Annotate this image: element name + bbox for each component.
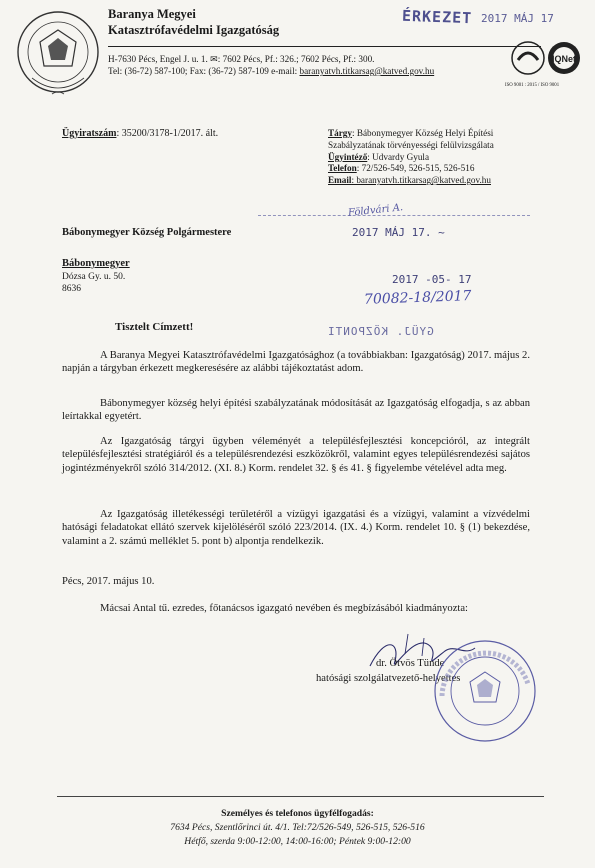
registration-date-2: 2017 -05- 17 <box>392 273 472 286</box>
phone-value: : 72/526-549, 526-515, 526-516 <box>356 163 475 174</box>
case-number-label: Ügyiratszám <box>62 128 117 139</box>
clerk-label: Ügyintéző <box>328 151 368 162</box>
clerk-value: : Udvardy Gyula <box>367 151 430 162</box>
envelope-icon: ✉ <box>210 54 218 64</box>
footer-address: 7634 Pécs, Szentlőrinci út. 4/1. Tel:72/526-549, 526-515, 526-516 <box>170 822 425 833</box>
address-rest: : 7602 Pécs, Pf.: 326.; 7602 Pécs, Pf.: 300. <box>217 54 375 64</box>
address-prefix: H-7630 Pécs, Engel J. u. 1. <box>108 54 208 64</box>
body-paragraph <box>62 435 530 475</box>
signature-authorization <box>62 602 530 615</box>
header-address <box>108 53 434 77</box>
footer-hours: Hétfő, szerda 9:00-12:00, 14:00-16:00; Péntek 9:00-12:00 <box>184 836 411 847</box>
greeting: Tisztelt Címzett! <box>115 321 194 333</box>
addressee-zip: 8636 <box>62 284 81 294</box>
paragraph-text: Az Igazgatóság illetékességi területéről a vízügyi igazgatási és a vízügyi, valamint a vízvédelmi hatósági feladatokat ellátó szervek kijelöléséről szóló 223/2014. (IX. 4.) Korm. rendelet 10. § (1) bekezdése, valamint a 2. számú melléklet 5. pont b) alpontja rendelkezik. <box>62 509 530 547</box>
case-number-value: : 35200/3178-1/2017. ált. <box>116 128 219 139</box>
agency-emblem-logo <box>12 8 104 100</box>
body-paragraph <box>62 508 530 548</box>
org-name: Baranya Megyei <box>108 7 196 21</box>
date-line: Pécs, 2017. május 10. <box>62 576 155 587</box>
addressee-title: Bábonymegyer Község Polgármestere <box>62 227 232 238</box>
header-divider <box>108 46 541 47</box>
paragraph-text: Az Igazgatóság tárgyi ügyben véleményét a településfejlesztési koncepcióról, az integrált településfejlesztési stratégiáról és a településrendezési eszközökről, valamint egyes településrendezési sajátos jogintézményekről szóló 314/2012. (XI. 8.) Korm. rendelet 32. § és 41. § figyelembe vételével adta meg. <box>62 436 530 474</box>
footer-divider <box>57 796 544 797</box>
subject-label: Tárgy <box>328 128 352 138</box>
phone-line: Tel: (36-72) 587-100; Fax: (36-72) 587-109 e-mail: <box>108 66 298 76</box>
email-label: Email <box>328 175 352 186</box>
central-registry-stamp: GYÜJ. KÖZPONTI <box>327 325 434 338</box>
certification-text: ISO 9001 : 2015 / ISO 9001 <box>505 83 560 88</box>
certification-logos <box>508 36 586 82</box>
case-number <box>62 128 218 139</box>
subject-block <box>328 128 548 187</box>
registration-number: 70082-18/2017 <box>363 288 472 308</box>
received-stamp-date: 2017 MÁJ 17 <box>481 12 554 25</box>
authorization-text: Mácsai Antal tű. ezredes, főtanácsos igazgató nevében és megbízásából kiadmányozta: <box>100 603 468 614</box>
addressee-street: Dózsa Gy. u. 50. <box>62 272 126 282</box>
paragraph-text: A Baranya Megyei Katasztrófavédelmi Igazgatósághoz (a továbbiakban: Igazgatóság) 2017. május 2. napján a tárgyban érkezett megkeresésére az alábbi tájékoztatást adom. <box>62 350 530 375</box>
phone-label: Telefon <box>328 163 357 174</box>
addressee-city: Bábonymegyer <box>62 258 130 269</box>
subject-value: : Bábonymegyer Község Helyi Építési Szabályzatának törvényességi felülvizsgálata <box>328 128 494 150</box>
official-round-stamp <box>430 636 540 746</box>
signer-name: dr. Ötvös Tünde <box>376 658 445 669</box>
body-paragraph <box>62 349 530 376</box>
subject-email-link[interactable]: : baranyatvh.titkarsag@katved.gov.hu <box>351 175 491 186</box>
org-subname: Katasztrófavédelmi Igazgatóság <box>108 23 280 37</box>
registration-handwritten-note: Földvári A. <box>347 202 404 219</box>
footer-title: Személyes és telefonos ügyfélfogadás: <box>221 808 374 819</box>
header-email-link[interactable]: baranyatvh.titkarsag@katved.gov.hu <box>299 66 435 76</box>
svg-text:IQNet: IQNet <box>551 54 577 64</box>
received-stamp-label: ÉRKEZET <box>401 6 473 28</box>
registration-date-1: 2017 MÁJ 17. ~ <box>352 226 445 239</box>
paragraph-text: Bábonymegyer község helyi építési szabályzatának módosítását az Igazgatóság elfogadja, s az abban leírtakkal egyetért. <box>62 398 530 423</box>
signer-title: hatósági szolgálatvezető-helyettes <box>316 673 461 684</box>
body-paragraph <box>62 397 530 424</box>
